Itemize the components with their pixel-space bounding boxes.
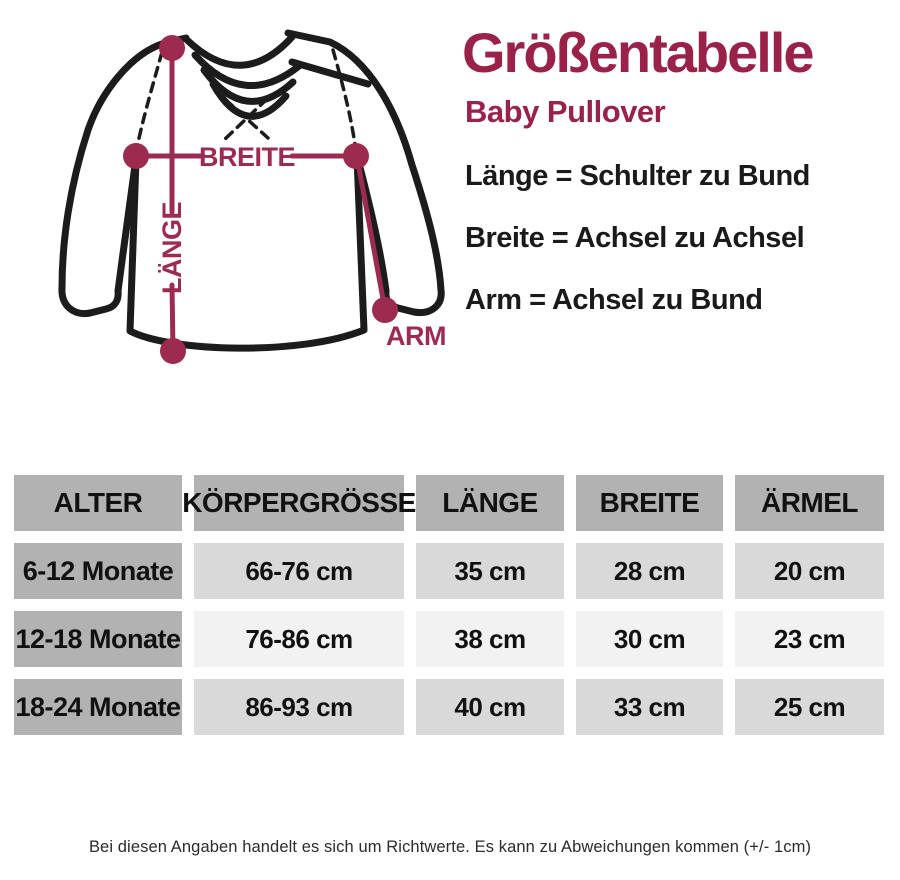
- page-title: Größentabelle: [462, 21, 813, 84]
- table-cell-koerpergroesse-row1: 66-76 cm: [194, 543, 404, 599]
- column-header-laenge: LÄNGE: [416, 475, 564, 531]
- right-raglan-dash: [333, 50, 356, 152]
- left-armpit-dot: [123, 143, 149, 169]
- column-header-alter: ALTER: [14, 475, 182, 531]
- table-cell-aermel-row2: 23 cm: [735, 611, 884, 667]
- table-cell-age-row1: 6-12 Monate: [14, 543, 182, 599]
- definition-laenge: Länge = Schulter zu Bund: [465, 160, 810, 192]
- table-cell-koerpergroesse-row3: 86-93 cm: [194, 679, 404, 735]
- table-cell-laenge-row1: 35 cm: [416, 543, 564, 599]
- pullover-diagram: [0, 0, 460, 420]
- column-header-breite: BREITE: [576, 475, 723, 531]
- column-header-aermel: ÄRMEL: [735, 475, 884, 531]
- left-raglan-dash: [136, 52, 162, 152]
- size-table: [14, 475, 884, 735]
- arm-label: ARM: [386, 321, 446, 351]
- column-header-koerpergroesse: KÖRPERGRÖSSE: [194, 475, 404, 531]
- table-cell-breite-row2: 30 cm: [576, 611, 723, 667]
- shoulder-dot: [159, 35, 185, 61]
- table-cell-koerpergroesse-row2: 76-86 cm: [194, 611, 404, 667]
- page-subtitle: Baby Pullover: [465, 94, 666, 129]
- table-cell-laenge-row2: 38 cm: [416, 611, 564, 667]
- right-armpit-dot: [343, 143, 369, 169]
- measurement-lines: [136, 48, 385, 351]
- breite-label: BREITE: [198, 142, 296, 172]
- cuff-dot: [372, 297, 398, 323]
- table-cell-age-row2: 12-18 Monate: [14, 611, 182, 667]
- definition-arm: Arm = Achsel zu Bund: [465, 284, 763, 316]
- table-cell-age-row3: 18-24 Monate: [14, 679, 182, 735]
- definition-breite: Breite = Achsel zu Achsel: [465, 222, 805, 254]
- laenge-label: LÄNGE: [157, 202, 187, 294]
- disclaimer-note: Bei diesen Angaben handelt es sich um Richtwerte. Es kann zu Abweichungen kommen (+/- 1cm): [88, 838, 812, 856]
- hem-dot: [160, 338, 186, 364]
- table-cell-aermel-row3: 25 cm: [735, 679, 884, 735]
- table-cell-aermel-row1: 20 cm: [735, 543, 884, 599]
- definitions-list: [465, 160, 810, 346]
- table-cell-breite-row1: 28 cm: [576, 543, 723, 599]
- table-cell-laenge-row3: 40 cm: [416, 679, 564, 735]
- table-cell-breite-row3: 33 cm: [576, 679, 723, 735]
